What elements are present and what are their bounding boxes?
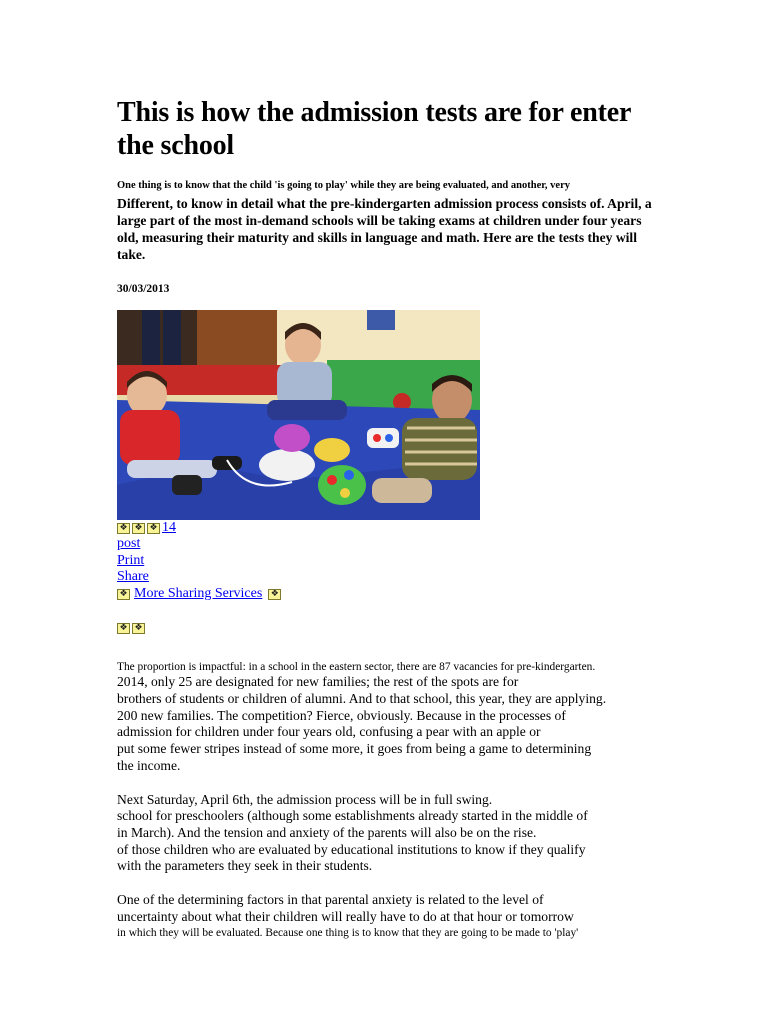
- text-line: school for preschoolers (although some establishments already started in the middle of: [117, 808, 588, 824]
- share-icon[interactable]: ❖: [117, 589, 130, 600]
- share-link[interactable]: Share: [117, 569, 149, 585]
- share-links: [117, 536, 657, 586]
- paragraph-2: [117, 792, 657, 876]
- more-sharing-row: [117, 586, 657, 603]
- text-line: brothers of students or children of alumni. And to that school, this year, they are applying.: [117, 691, 607, 707]
- text-line: One of the determining factors in that parental anxiety is related to the level of: [117, 892, 544, 908]
- article-photo: [117, 310, 480, 520]
- comment-count-link[interactable]: 14: [162, 519, 176, 535]
- share-icon[interactable]: ❖: [132, 623, 145, 634]
- lead-summary: Different, to know in detail what the pre-kindergarten admission process consists of. April, a large part of the most in-demand schools will be taking exams at children under four years old, measuring their maturity and skills in language and math. Here are the tests they will take.: [117, 196, 652, 262]
- text-line: 200 new families. The competition? Fierce, obviously. Because in the processes of: [117, 707, 566, 723]
- text-line: 2014, only 25 are designated for new families; the rest of the spots are for: [117, 674, 519, 690]
- share-icon[interactable]: ❖: [132, 523, 145, 534]
- text-line: in March). And the tension and anxiety of the parents will also be on the rise.: [117, 825, 537, 840]
- article: [117, 96, 657, 940]
- text-line: the income.: [117, 757, 181, 773]
- share-icons-row: [117, 520, 657, 536]
- paragraph-intro-small: The proportion is impactful: in a school in the eastern sector, there are 87 vacancies for pre-kindergarten.: [117, 661, 596, 674]
- text-line: Next Saturday, April 6th, the admission process will be in full swing.: [117, 791, 493, 807]
- share-icon[interactable]: ❖: [268, 589, 281, 600]
- post-link[interactable]: post: [117, 536, 141, 551]
- paragraph-3: [117, 892, 657, 939]
- text-line: of those children who are evaluated by educational institutions to know if they qualify: [117, 841, 586, 857]
- paragraph-1: [117, 674, 657, 774]
- extra-icons-row: [117, 620, 657, 636]
- text-line: put some fewer stripes instead of some more, it goes from being a game to determining: [117, 741, 592, 757]
- more-sharing-link[interactable]: More Sharing Services: [134, 585, 263, 601]
- print-link[interactable]: Print: [117, 552, 145, 568]
- share-icon[interactable]: ❖: [117, 523, 130, 534]
- text-line: with the parameters they seek in their students.: [117, 858, 373, 874]
- text-line: in which they will be evaluated. Because one thing is to know that they are going to be made to 'play': [117, 926, 579, 939]
- article-title: This is how the admission tests are for enter the school: [117, 97, 631, 161]
- text-line: uncertainty about what their children will really have to do at that hour or tomorrow: [117, 908, 574, 924]
- text-line: admission for children under four years old, confusing a pear with an apple or: [117, 724, 541, 740]
- share-icon[interactable]: ❖: [147, 523, 160, 534]
- lead-small: One thing is to know that the child 'is going to play' while they are being evaluated, and another, very: [117, 180, 570, 191]
- share-icon[interactable]: ❖: [117, 623, 130, 634]
- article-date: 30/03/2013: [117, 283, 170, 295]
